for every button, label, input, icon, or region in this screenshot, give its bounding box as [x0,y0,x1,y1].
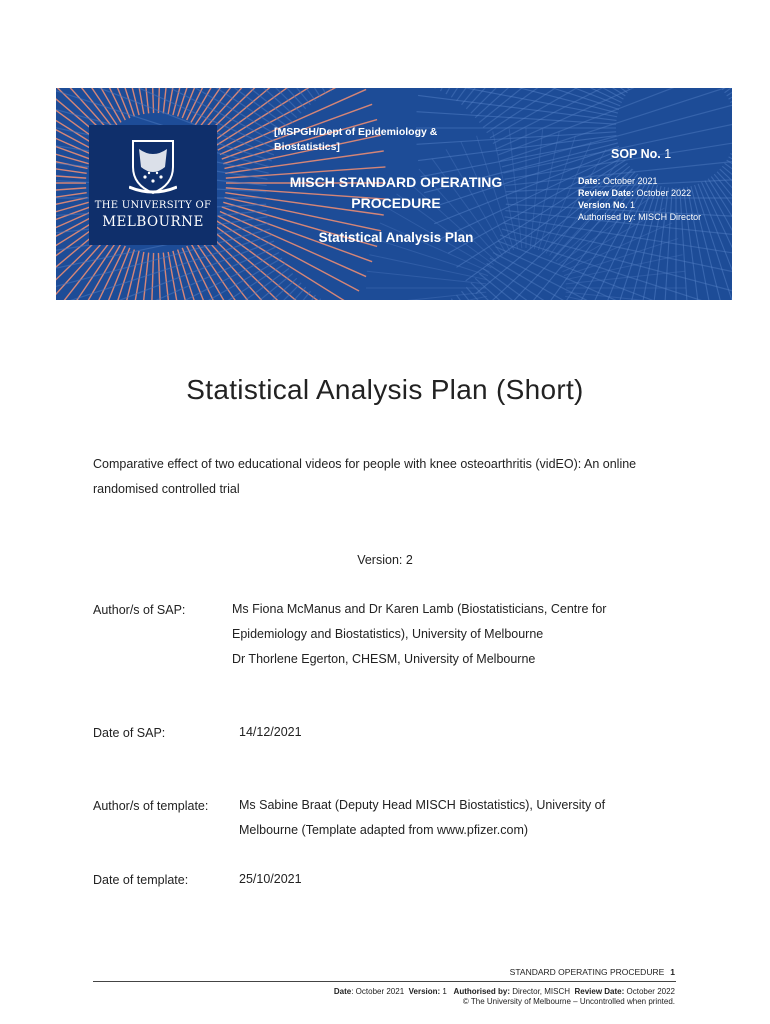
ray-line [730,88,732,102]
ray-line [104,278,297,300]
sop-title-line2: PROCEDURE [351,195,441,211]
ray-line [725,88,732,93]
meta-authorised-label: Authorised by: [578,212,636,222]
sop-meta [578,175,701,223]
meta-authorised-value: MISCH Director [638,212,702,222]
sop-subtitle: Statistical Analysis Plan [318,230,474,245]
footer-heading [510,967,675,977]
ray-line [179,299,321,300]
sop-title [256,172,536,214]
meta-version-label: Version No. [578,200,628,210]
footer-version-value: 1 [442,987,447,996]
ray-line [182,88,242,118]
footer-copyright: © The University of Melbourne – Uncontrolled when printed. [462,997,675,1006]
ray-line [702,182,732,300]
logo-text-line1: THE UNIVERSITY OF [94,200,212,211]
ray-line [493,252,725,300]
ray-line [479,274,681,300]
authors-line3: Dr Thorlene Egerton, CHESM, University of Melbourne [232,652,536,666]
logo-text-line2: MELBOURNE [102,214,204,230]
authors-line1: Ms Fiona McManus and Dr Karen Lamb (Biostatisticians, Centre for [232,602,607,616]
authors-line2: Epidemiology and Biostatistics), University of Melbourne [232,627,544,641]
footer-authorised-value: Director, MISCH [512,987,571,996]
footer-review-value: October 2022 [626,987,675,996]
ray-line [471,283,655,300]
footer-version-label: Version: [408,987,441,996]
ray-line [440,88,558,91]
sop-number [611,147,671,161]
authors-label: Author/s of SAP: [93,603,186,617]
header-banner [56,88,732,300]
document-title: Statistical Analysis Plan (Short) [186,374,584,405]
ray-line [711,177,732,300]
ray-line [717,172,732,300]
footer-divider [93,981,676,982]
meta-date-label: Date: [578,176,601,186]
ray-line [56,89,92,154]
study-title-line1: Comparative effect of two educational videos for people with knee osteoarthritis (vidEO): An online [93,457,637,471]
ray-line [487,88,705,133]
ray-line [56,238,113,300]
department-label: [MSPGH/Dept of Epidemiology & Biostatistics] [274,126,438,153]
footer-heading-text: STANDARD OPERATING PROCEDURE [509,967,665,977]
footer-date-value: : October 2021 [351,987,405,996]
ray-line [187,88,257,120]
ray-line [498,88,732,155]
meta-date-value: October 2021 [603,176,658,186]
template-authors-value [239,793,605,843]
ray-line [369,255,486,280]
date-sap-value: 14/12/2021 [239,725,302,739]
authors-value [232,597,606,672]
sop-number-label: SOP No. [611,147,661,161]
sop-title-line1: MISCH STANDARD OPERATING [289,174,503,190]
page-number: 1 [670,967,675,977]
meta-review-value: October 2022 [636,188,692,198]
footer-authorised-label: Authorised by: [453,987,510,996]
crest-icon [129,137,177,195]
ray-line [158,253,164,300]
footer-date-label: Date [333,987,352,996]
footer-review-label: Review Date: [574,987,625,996]
ray-line [563,223,673,272]
template-authors-line1: Ms Sabine Braat (Deputy Head MISCH Biostatistics), University of [239,798,606,812]
meta-review-label: Review Date: [578,188,635,198]
document-version: Version: 2 [357,553,413,567]
meta-version-value: 1 [630,200,636,210]
date-template-value: 25/10/2021 [239,872,302,886]
footer-meta [334,987,675,996]
ray-line [70,88,130,118]
university-logo [89,125,217,245]
ray-line [367,271,486,284]
date-sap-label: Date of SAP: [93,726,166,740]
study-title [93,452,693,502]
ray-line [490,88,715,138]
template-authors-line2: Melbourne (Template adapted from www.pfizer.com) [239,823,529,837]
ray-line [213,88,331,91]
study-title-line2: randomised controlled trial [93,482,240,496]
ray-line [91,274,293,300]
template-authors-label: Author/s of template: [93,799,209,813]
ray-line [56,88,125,120]
sop-number-value: 1 [664,147,672,161]
date-template-label: Date of template: [93,873,189,887]
